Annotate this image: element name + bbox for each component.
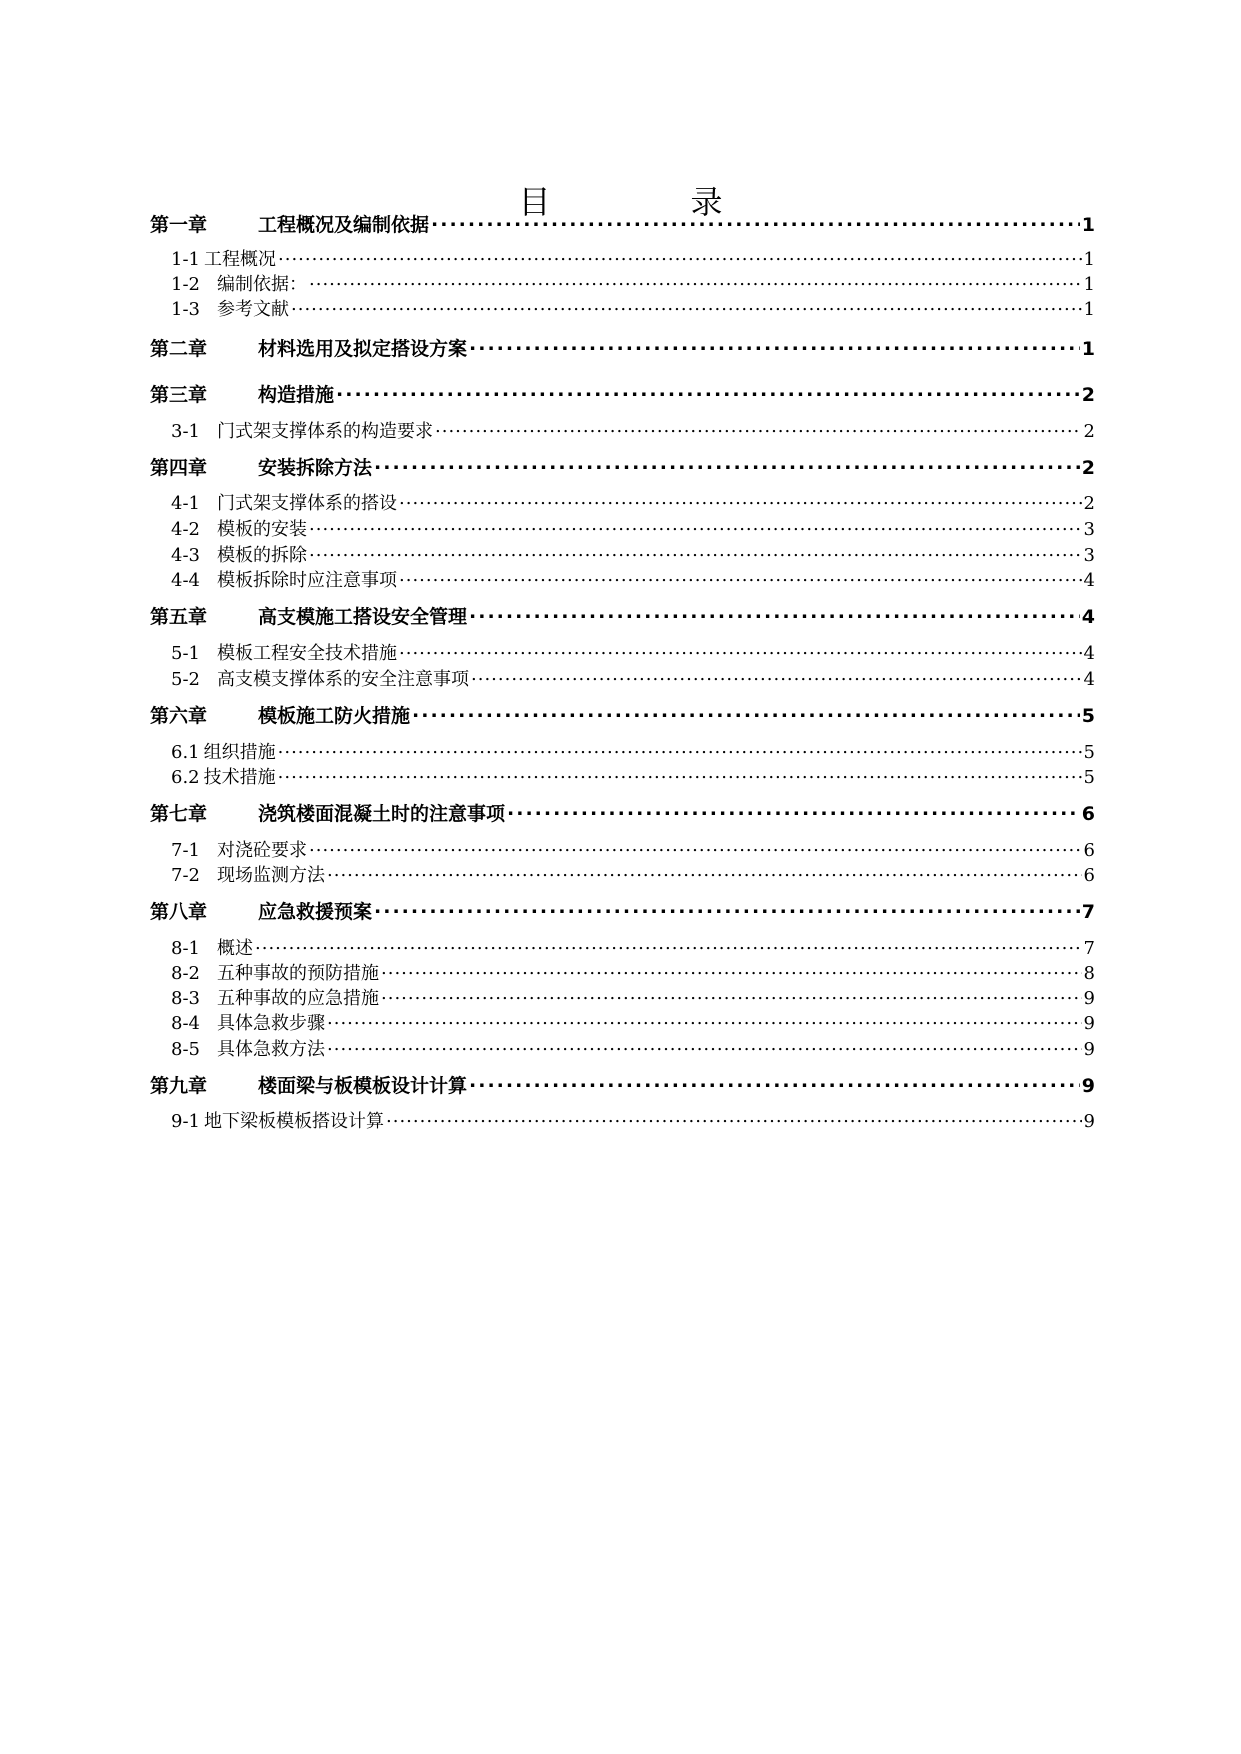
toc-entry-label: 楼面梁与板模板设计计算 <box>258 1075 468 1097</box>
toc-chapter-entry[interactable] <box>150 453 1095 480</box>
toc-page-number: 5 <box>1083 767 1095 788</box>
toc-leader-dots <box>381 986 1082 1004</box>
toc-leader-dots <box>431 212 1080 231</box>
toc-chapter-entry[interactable] <box>150 799 1095 826</box>
toc-page-number: 9 <box>1083 1111 1095 1132</box>
toc-entry-number: 第七章 <box>150 803 208 825</box>
toc-entry-label: 对浇砼要求 <box>217 840 307 861</box>
toc-entry-label: 高支模支撑体系的安全注意事项 <box>217 669 469 690</box>
title-char-2: 录 <box>690 183 723 221</box>
toc-page-number: 5 <box>1081 705 1095 727</box>
toc-entry-label: 浇筑楼面混凝土时的注意事项 <box>258 803 506 825</box>
toc-page-number: 3 <box>1083 519 1095 540</box>
toc-entry-number: 第九章 <box>150 1075 208 1097</box>
toc-page-number: 9 <box>1083 1013 1095 1034</box>
toc-leader-dots <box>309 272 1082 290</box>
toc-section-entry[interactable] <box>150 1009 1095 1035</box>
toc-entry-label: 门式架支撑体系的搭设 <box>217 493 397 514</box>
toc-leader-dots <box>327 1011 1082 1029</box>
toc-page-number: 5 <box>1083 742 1095 763</box>
toc-entry-label: 安装拆除方法 <box>258 457 373 479</box>
toc-entry-label: 具体急救方法 <box>217 1039 325 1060</box>
toc-leader-dots <box>374 455 1080 474</box>
toc-section-entry[interactable] <box>150 489 1095 515</box>
toc-page-number: 2 <box>1081 457 1095 479</box>
toc-entry-label: 现场监测方法 <box>217 865 325 886</box>
toc-entry-label: 概述 <box>217 938 253 959</box>
toc-entry-label: 材料选用及拟定搭设方案 <box>258 338 468 360</box>
toc-leader-dots <box>412 703 1080 722</box>
toc-entry-number: 4-3 <box>171 545 200 566</box>
toc-entry-number: 1-2 <box>171 274 200 295</box>
toc-entry-number: 第三章 <box>150 384 208 406</box>
toc-entry-label: 模板的拆除 <box>217 545 307 566</box>
toc-section-entry[interactable] <box>150 1035 1095 1061</box>
toc-leader-dots <box>278 765 1082 783</box>
toc-entry-label: 应急救援预案 <box>258 901 373 923</box>
toc-page-number: 8 <box>1083 963 1095 984</box>
toc-chapter-entry[interactable] <box>150 380 1095 407</box>
toc-section-entry[interactable] <box>150 515 1095 541</box>
toc-page-number: 2 <box>1083 493 1095 514</box>
toc-chapter-entry[interactable] <box>150 701 1095 728</box>
toc-entry-label: 五种事故的预防措施 <box>217 963 379 984</box>
toc-page-number: 6 <box>1081 803 1095 825</box>
toc-page-number: 4 <box>1083 570 1095 591</box>
toc-page-number: 6 <box>1083 840 1095 861</box>
toc-leader-dots <box>278 740 1082 758</box>
toc-entry-number: 7-2 <box>171 865 200 886</box>
toc-entry-number: 1-3 <box>171 299 200 320</box>
toc-leader-dots <box>386 1109 1082 1127</box>
toc-section-entry[interactable] <box>150 665 1095 691</box>
toc-entry-label: 组织措施 <box>203 742 276 763</box>
toc-leader-dots <box>278 247 1082 265</box>
toc-page-number: 4 <box>1081 606 1095 628</box>
toc-page-number: 3 <box>1083 545 1095 566</box>
toc-entry-label: 模板的安装 <box>217 519 307 540</box>
toc-page-number: 4 <box>1083 669 1095 690</box>
toc-entry-number: 8-3 <box>171 988 200 1009</box>
toc-chapter-entry[interactable] <box>150 602 1095 629</box>
toc-leader-dots <box>309 517 1082 535</box>
toc-entry-number: 第四章 <box>150 457 208 479</box>
toc-page-number: 2 <box>1083 421 1095 442</box>
toc-leader-dots <box>435 419 1082 437</box>
toc-section-entry[interactable] <box>150 959 1095 985</box>
toc-chapter-entry[interactable] <box>150 334 1095 361</box>
toc-leader-dots <box>399 491 1082 509</box>
toc-entry-number: 6.1 <box>171 742 200 763</box>
toc-entry-number: 1-1 <box>171 249 200 270</box>
toc-leader-dots <box>336 382 1080 401</box>
toc-leader-dots <box>399 568 1082 586</box>
toc-entry-number: 6.2 <box>171 767 200 788</box>
toc-page-number: 9 <box>1083 1039 1095 1060</box>
toc-leader-dots <box>327 863 1082 881</box>
toc-entry-label: 门式架支撑体系的构造要求 <box>217 421 433 442</box>
toc-page-number: 1 <box>1083 274 1095 295</box>
toc-page-number: 1 <box>1081 214 1095 236</box>
toc-page-number: 1 <box>1083 249 1095 270</box>
toc-entry-number: 4-4 <box>171 570 200 591</box>
toc-section-entry[interactable] <box>150 1107 1095 1133</box>
toc-entry-number: 4-2 <box>171 519 200 540</box>
toc-page-number: 2 <box>1081 384 1095 406</box>
toc-entry-number: 第一章 <box>150 214 208 236</box>
toc-leader-dots <box>291 297 1082 315</box>
toc-entry-number: 8-2 <box>171 963 200 984</box>
toc-entry-label: 高支模施工搭设安全管理 <box>258 606 468 628</box>
toc-leader-dots <box>309 543 1082 561</box>
toc-entry-label: 模板工程安全技术措施 <box>217 643 397 664</box>
toc-section-entry[interactable] <box>150 763 1095 789</box>
toc-section-entry[interactable] <box>150 836 1095 862</box>
toc-section-entry[interactable] <box>150 417 1095 443</box>
toc-leader-dots <box>507 801 1080 820</box>
toc-section-entry[interactable] <box>150 738 1095 764</box>
toc-entry-label: 具体急救步骤 <box>217 1013 325 1034</box>
toc-section-entry[interactable] <box>150 861 1095 887</box>
toc-leader-dots <box>374 899 1080 918</box>
toc-section-entry[interactable] <box>150 934 1095 960</box>
toc-leader-dots <box>469 604 1080 623</box>
toc-entry-label: 工程概况 <box>204 249 276 270</box>
toc-leader-dots <box>381 961 1082 979</box>
toc-leader-dots <box>309 838 1082 856</box>
toc-entry-label: 模板施工防火措施 <box>258 705 411 727</box>
toc-entry-label: 工程概况及编制依据 <box>258 214 430 236</box>
title-char-1: 目 <box>518 183 551 221</box>
toc-entry-label: 参考文献 <box>217 299 289 320</box>
toc-leader-dots <box>471 667 1082 685</box>
toc-section-entry[interactable] <box>150 295 1095 321</box>
toc-entry-number: 5-1 <box>171 643 200 664</box>
toc-leader-dots <box>469 336 1080 355</box>
toc-entry-number: 8-5 <box>171 1039 200 1060</box>
toc-section-entry[interactable] <box>150 541 1095 567</box>
toc-chapter-entry[interactable] <box>150 897 1095 924</box>
toc-page-number: 1 <box>1081 338 1095 360</box>
toc-leader-dots <box>469 1073 1080 1092</box>
toc-page-number: 7 <box>1083 938 1095 959</box>
toc-leader-dots <box>327 1037 1082 1055</box>
toc-page-number: 6 <box>1083 865 1095 886</box>
toc-entry-number: 第二章 <box>150 338 208 360</box>
toc-entry-number: 8-1 <box>171 938 200 959</box>
toc-entry-label: 地下梁板模板搭设计算 <box>204 1111 384 1132</box>
toc-entry-label: 编制依据： <box>217 274 307 295</box>
toc-entry-label: 技术措施 <box>203 767 276 788</box>
toc-entry-number: 8-4 <box>171 1013 200 1034</box>
toc-page-number: 7 <box>1081 901 1095 923</box>
toc-entry-number: 7-1 <box>171 840 200 861</box>
toc-section-entry[interactable] <box>150 639 1095 665</box>
toc-chapter-entry[interactable] <box>150 210 1095 237</box>
toc-page-number: 4 <box>1083 643 1095 664</box>
toc-entry-number: 第五章 <box>150 606 208 628</box>
toc-entry-number: 3-1 <box>171 421 200 442</box>
toc-leader-dots <box>399 641 1082 659</box>
toc-section-entry[interactable] <box>150 245 1095 271</box>
toc-entry-number: 第八章 <box>150 901 208 923</box>
toc-section-entry[interactable] <box>150 270 1095 296</box>
toc-chapter-entry[interactable] <box>150 1071 1095 1098</box>
toc-entry-number: 第六章 <box>150 705 208 727</box>
toc-page-number: 1 <box>1083 299 1095 320</box>
toc-entry-label: 模板拆除时应注意事项 <box>217 570 397 591</box>
toc-entry-number: 5-2 <box>171 669 200 690</box>
toc-section-entry[interactable] <box>150 566 1095 592</box>
toc-leader-dots <box>255 936 1082 954</box>
toc-page-number: 9 <box>1081 1075 1095 1097</box>
toc-entry-number: 9-1 <box>171 1111 200 1132</box>
toc-section-entry[interactable] <box>150 984 1095 1010</box>
toc-page-number: 9 <box>1083 988 1095 1009</box>
toc-entry-label: 构造措施 <box>258 384 335 406</box>
toc-entry-number: 4-1 <box>171 493 200 514</box>
toc-entry-label: 五种事故的应急措施 <box>217 988 379 1009</box>
